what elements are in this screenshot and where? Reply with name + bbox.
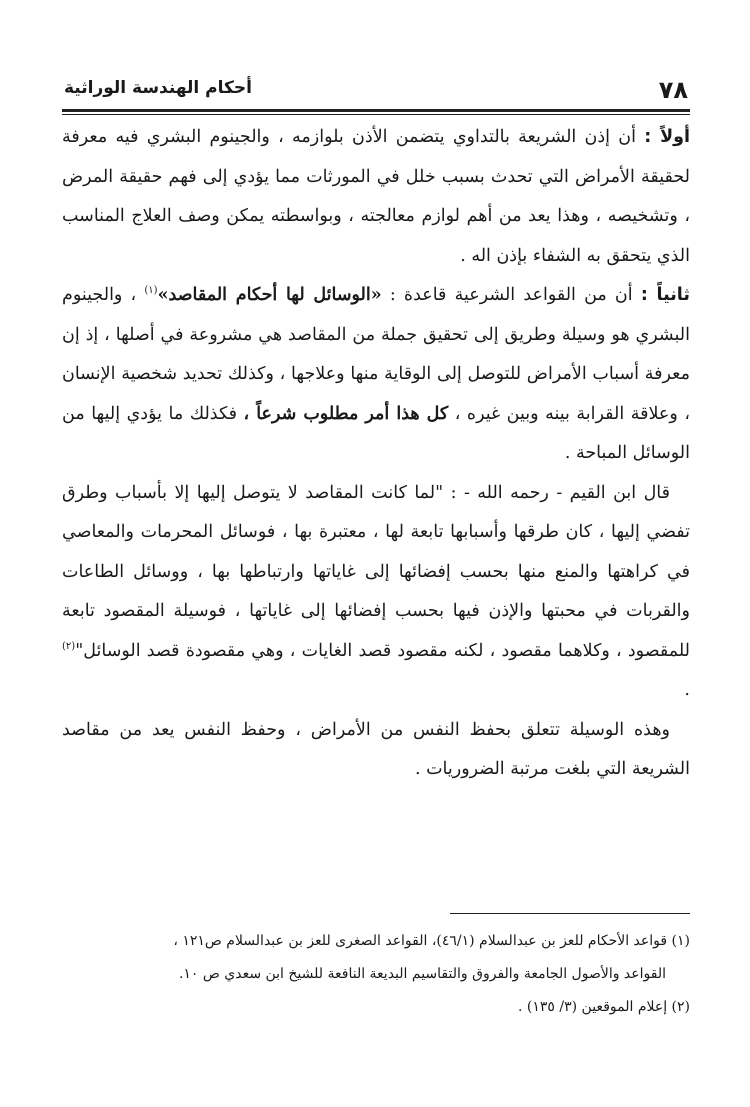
main-text (62, 118, 690, 790)
paragraph-lead: ثانياً : (640, 285, 690, 305)
footnote-rule (450, 913, 690, 914)
footnote-text: (١) قواعد الأحكام للعز بن عبدالسلام (٤٦/١)، القواعد الصغرى للعز بن عبدالسلام ص١٢١ ، (173, 933, 690, 949)
paragraph-last (62, 711, 690, 790)
page-number: ٧٨ (658, 76, 688, 104)
book-page (62, 0, 690, 1107)
rule-quote: «الوسائل لها أحكام المقاصد» (157, 285, 382, 305)
page-header (62, 66, 690, 106)
paragraph-first (62, 118, 690, 276)
paragraph-second (62, 276, 690, 474)
footnote-ref[interactable]: (٢) (62, 640, 76, 652)
footnote-text: (٢) إعلام الموقعين (٣/ ١٣٥) . (518, 999, 690, 1015)
footnote-text: القواعد والأصول الجامعة والفروق والتقاسيم البديعة النافعة للشيخ ابن سعدي ص ١٠. (178, 966, 666, 982)
paragraph-text: أن من القواعد الشرعية قاعدة : (389, 285, 633, 305)
footnote-ref[interactable]: (١) (144, 285, 158, 297)
running-title: أحكام الهندسة الوراثية (64, 78, 252, 98)
footnotes (62, 925, 690, 1024)
paragraph-text: ، والجينوم البشري هو وسيلة وطريق إلى تحقيق جملة من المقاصد هي مشروعة في أصلها ، إذ إن معرفة أسباب الأمراض للتوصل إلى الوقاية منها وعلاجها ، وكذلك تحديد شخصية الإنسان ، وعلاقة القرابة بينه وبين غيره ، (62, 285, 690, 424)
paragraph-text: فكذلك ما يؤدي إليها من الوسائل المباحة . (62, 403, 690, 463)
paragraph-end: . (684, 680, 690, 700)
paragraph-text: أن إذن الشريعة بالتداوي يتضمن الأذن بلوازمه ، والجينوم البشري فيه معرفة لحقيقة الأمراض التي تحدث بسبب خلل في المورثات مما يؤدي إلى فهم حقيقة المرض ، وتشخيصه ، وهذا يعد من أهم لوازم معالجته ، وبواسطته يمكن وصف العلاج المناسب الذي يتحقق به الشفاء بإذن اله . (62, 127, 690, 266)
footnote-item-continued (62, 958, 690, 991)
footnote-item (62, 925, 690, 958)
footnote-item (62, 991, 690, 1024)
paragraph-quote (62, 474, 690, 711)
emphasis-text: كل هذا أمر مطلوب شرعاً ، (243, 403, 449, 424)
paragraph-text: قال ابن القيم - رحمه الله - : "لما كانت المقاصد لا يتوصل إليها إلا بأسباب وطرق تفضي إليها ، كان طرقها وأسبابها تابعة لها ، معتبرة بها ، فوسائل المحرمات والمعاصي في كراهتها والمنع منها بحسب إفضائها إلى غاياتها وارتباطها بها ، ووسائل الطاعات والقربات في محبتها والإذن فيها بحسب إفضائها إلى غاياتها ، فوسيلة المقصود تابعة للمقصود ، وكلاهما مقصود ، لكنه مقصود قصد الغايات ، وهي مقصودة قصد الوسائل" (62, 482, 690, 661)
paragraph-text: وهذه الوسيلة تتعلق بحفظ النفس من الأمراض ، وحفظ النفس يعد من مقاصد الشريعة التي بلغت مرتبة الضروريات . (62, 719, 690, 779)
header-rule-thin (62, 114, 690, 115)
header-rule (62, 109, 690, 112)
paragraph-lead: أولاً : (644, 127, 690, 147)
